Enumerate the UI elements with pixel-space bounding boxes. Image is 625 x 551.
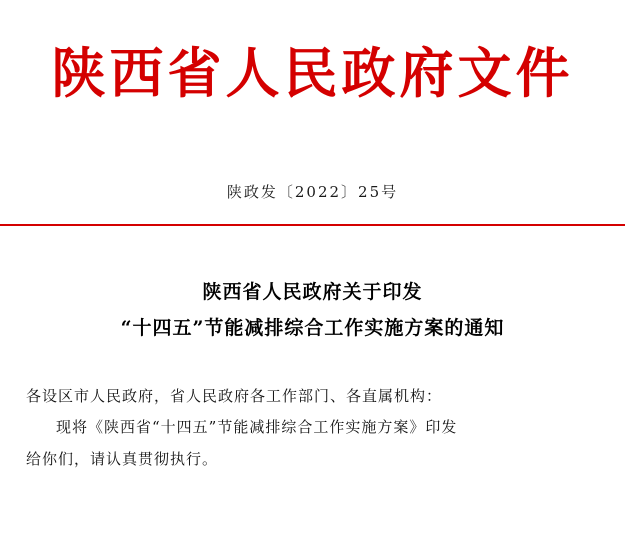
subject-line-2: “十四五”节能减排综合工作实施方案的通知 [120, 317, 505, 340]
body-line-1: 现将《陕西省“十四五”节能减排综合工作实施方案》印发 [56, 418, 458, 437]
body-line-salutation: 各设区市人民政府，省人民政府各工作部门、各直属机构： [26, 386, 443, 405]
body-line-2: 给你们，请认真贯彻执行。 [26, 449, 219, 468]
document-page [0, 41, 625, 551]
document-body [0, 381, 625, 476]
red-divider-rule [0, 224, 625, 226]
page-title: 陕西省人民政府文件 [51, 41, 574, 105]
subject-line-1: 陕西省人民政府关于印发 [202, 281, 423, 304]
document-subject [0, 274, 625, 346]
document-number: 陕政发〔2022〕25号 [226, 183, 399, 202]
